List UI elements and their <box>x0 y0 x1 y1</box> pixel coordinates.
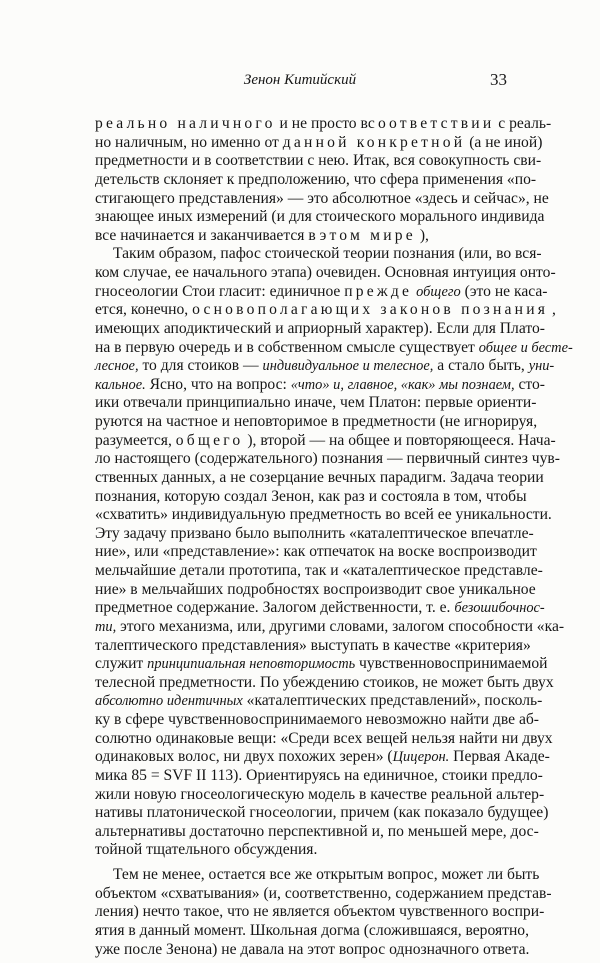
text-line <box>95 692 543 711</box>
text-line <box>95 133 543 153</box>
italic-text: ти, <box>95 618 117 635</box>
text-segment: ятия в данный момент. Школьная догма (сложившаяся, вероятно, <box>95 921 530 939</box>
text-segment: ), второй — на общее и повторяющееся. Нача- <box>247 431 556 449</box>
text-segment: (а не иной) <box>469 133 543 151</box>
text-segment: детельств склоняет к предположению, что сфера применения «по- <box>95 170 537 188</box>
text-segment: предметности и в соответствии с нею. Итак, вся совокупность сви- <box>95 152 542 170</box>
text-segment: на в первую очередь и в собственном смысле существует <box>95 338 479 356</box>
text-segment: ления) нечто такое, что не является объектом чувственного воспри- <box>95 903 545 921</box>
text-segment: с реаль- <box>498 115 552 132</box>
text-line <box>95 543 537 562</box>
text-line <box>95 766 543 786</box>
text-segment: знающее иных измерений (и для стоического морального индивида <box>95 208 545 226</box>
text-segment: но наличным, но именно от <box>95 133 283 151</box>
italic-text: общее и бесте- <box>478 339 573 356</box>
text-line <box>95 655 548 674</box>
text-segment: и не просто в <box>279 115 368 132</box>
text-segment: руются на частное и неповторимое в предметности (не игнорируя, <box>95 413 538 430</box>
text-line <box>95 227 517 246</box>
text-line <box>95 506 552 525</box>
spaced-emphasis-text: реально наличного <box>95 115 276 132</box>
page-number: 33 <box>490 70 507 89</box>
text-line <box>95 562 543 581</box>
text-segment: ние», или «представление»: как отпечаток на воске воспроизводит <box>95 543 537 561</box>
text-segment: ется, конечно, <box>95 301 193 319</box>
text-line <box>95 940 530 960</box>
text-line <box>95 170 537 190</box>
text-segment: ), <box>419 226 429 244</box>
text-line <box>95 115 552 134</box>
italic-text: принципиальная неповторимость <box>147 656 356 673</box>
text-segment: гносеологии Стои гласит: единичное <box>95 282 345 300</box>
text-segment: одинаковых волос, ни двух похожих зерен» ( <box>95 748 393 766</box>
text-segment: талептического представления» выступать в качестве «критерия» <box>95 636 531 654</box>
text-line <box>95 729 553 749</box>
text-segment: мика 85 = SVF II 113). Ориентируясь на единичное, стоики предло- <box>95 766 543 784</box>
text-segment: Тем не менее, остается все же открытым вопрос, может ли быть <box>113 866 540 883</box>
italic-text: «что» и, главное, «как» мы познаем, <box>290 376 515 393</box>
text-segment: Первая Акаде- <box>449 748 550 766</box>
italic-text: Цицерон. <box>392 749 450 766</box>
text-segment: Эту задачу призвано было выполнить «каталептическое впечатле- <box>95 524 534 542</box>
text-line <box>95 189 549 209</box>
italic-text: уни- <box>528 358 555 375</box>
text-line <box>95 450 560 469</box>
text-segment: мельчайшие детали прототипа, так и «каталептическое представле- <box>95 562 543 579</box>
text-segment: тойной тщательного обсуждения. <box>95 841 318 859</box>
text-segment: то для стоиков — <box>138 357 263 375</box>
text-line <box>95 903 545 922</box>
text-segment: служит <box>95 655 148 673</box>
text-segment: стигающего представления» — это абсолютное «здесь и сейчас», не <box>95 189 549 207</box>
spaced-emphasis-text: соответствии <box>367 115 495 132</box>
text-segment: жили новую гносеологическую модель в качестве реальной альтер- <box>95 785 545 803</box>
text-line <box>95 487 527 507</box>
spaced-emphasis-text: данной конкретной <box>282 133 466 151</box>
text-segment: предметное содержание. Залогом действенности, т. е. <box>95 599 455 617</box>
text-line <box>95 580 536 600</box>
text-line <box>95 748 550 767</box>
text-line <box>95 152 542 171</box>
text-line <box>95 822 539 842</box>
text-segment: ики отвечали принципиально иначе, чем Платон: первые ориенти- <box>95 394 537 412</box>
text-line <box>95 357 555 376</box>
text-line <box>95 282 548 302</box>
text-segment: солютно одинаковые вещи: «Среди всех вещей нельзя найти ни двух <box>95 729 553 747</box>
text-line <box>95 375 545 395</box>
text-segment: «схватить» индивидуальную предметность во всей ее уникальности. <box>95 506 552 524</box>
text-line <box>95 841 517 860</box>
text-segment: ком случае, ее начального этапа) очевиден. Основная интуиция онто- <box>95 264 556 281</box>
body-text <box>95 115 573 959</box>
text-segment: этого механизма, или, другими словами, залогом способности «ка- <box>116 617 565 635</box>
spaced-emphasis-text: этом мире <box>319 226 416 244</box>
text-segment: ку в сфере чувственновоспринимаемого невозможно найти две аб- <box>95 711 539 728</box>
text-segment: (это не каса- <box>460 282 548 300</box>
italic-text: лесное, <box>95 358 139 375</box>
text-segment: телесной предметности. По убеждению стоиков, не может быть двух <box>95 673 554 691</box>
text-segment: разумеется, <box>95 431 176 449</box>
text-segment: познания, которую создал Зенон, как раз и состояла в том, чтобы <box>95 487 527 505</box>
spaced-emphasis-text: основополагающих законов познания <box>192 301 549 319</box>
text-segment: Таким образом, пафос стоической теории познания (или, во вся- <box>113 245 542 263</box>
text-segment: объектом «схватывания» (и, соответственно, содержанием представ- <box>95 884 552 902</box>
text-line <box>95 866 540 885</box>
text-line <box>95 785 545 805</box>
text-line <box>95 804 549 823</box>
text-line <box>95 431 556 451</box>
text-segment: уже после Зенона) не давала на этот вопрос однозначного ответа. <box>95 940 530 958</box>
text-segment: альтернативы достаточно перспективной и, по меньшей мере, дос- <box>95 822 539 840</box>
text-segment: ло настоящего (содержательного) познания — первичный синтез чув- <box>95 450 560 468</box>
running-title: Зенон Китийский <box>243 72 357 88</box>
italic-text: безошибочнос- <box>454 600 545 617</box>
italic-text: кальное. <box>95 376 146 393</box>
text-line <box>95 208 545 227</box>
text-line <box>95 636 531 656</box>
text-segment: Ясно, что на вопрос: <box>145 375 291 393</box>
spaced-emphasis-text: прежде <box>344 282 413 300</box>
text-segment: а стало быть, <box>433 357 529 375</box>
text-segment: нативы платонической гносеологии, причем (как показало будущее) <box>95 804 549 822</box>
text-segment: «каталептических представлений», посколь- <box>242 692 543 710</box>
italic-text: общего <box>416 283 461 300</box>
text-segment: сто- <box>514 375 545 393</box>
text-line <box>95 921 530 941</box>
text-line <box>95 245 542 264</box>
text-segment: все начинается и заканчивается в <box>95 226 320 244</box>
text-line <box>95 301 556 320</box>
text-line <box>95 617 565 637</box>
text-line <box>95 468 544 488</box>
text-segment: ственных данных, а не созерцание вечных парадигм. Задача теории <box>95 468 544 486</box>
text-line <box>95 394 537 413</box>
text-segment: , <box>552 301 556 319</box>
text-line <box>95 673 554 693</box>
text-line <box>95 599 545 618</box>
text-line <box>95 413 538 432</box>
text-segment: чувственновоспринимаемой <box>355 655 548 673</box>
text-line <box>95 884 552 904</box>
text-line <box>95 338 573 358</box>
text-line <box>95 524 534 544</box>
italic-text: индивидуальное и телесное, <box>262 358 434 375</box>
page-header <box>0 70 600 92</box>
italic-text: абсолютно идентичных <box>95 693 243 710</box>
text-line <box>95 319 545 339</box>
spaced-emphasis-text: общего <box>175 431 244 449</box>
text-line <box>95 711 539 730</box>
text-segment: ние» в мельчайших подробностях воспроизводит свое уникальное <box>95 580 536 598</box>
text-segment: имеющих аподиктический и априорный характер). Если для Плато- <box>95 319 545 337</box>
text-line <box>95 264 556 283</box>
